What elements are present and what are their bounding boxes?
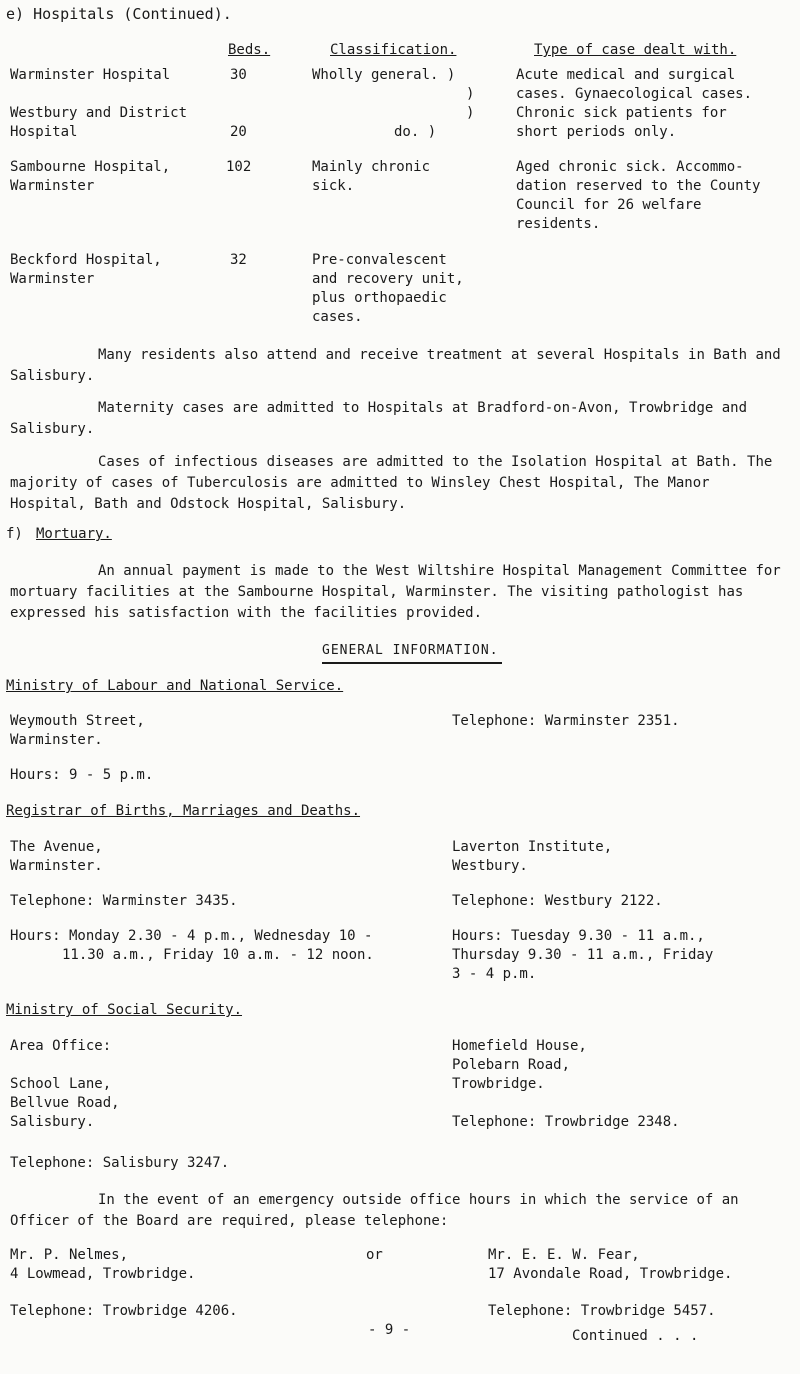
case-type-line: Acute medical and surgical xyxy=(516,67,736,83)
case-type-line: cases. Gynaecological cases. xyxy=(516,86,753,102)
section-f-label: f) xyxy=(6,526,23,542)
case-type-line: Council for 26 welfare xyxy=(516,197,702,213)
address-line: Homefield House, xyxy=(452,1038,587,1054)
address-line: Bellvue Road, xyxy=(10,1095,120,1111)
hours-line: Hours: 9 - 5 p.m. xyxy=(10,767,154,783)
telephone-line: Telephone: Westbury 2122. xyxy=(452,893,663,909)
classification-value: Wholly general. ) xyxy=(312,67,456,83)
hours-line: Hours: Monday 2.30 - 4 p.m., Wednesday 10 - xyxy=(10,928,373,944)
classification-value-cont: sick. xyxy=(312,178,355,194)
hours-line-cont: Thursday 9.30 - 11 a.m., Friday xyxy=(452,947,714,963)
beds-value: 102 xyxy=(226,159,252,175)
address-line: Westbury. xyxy=(452,858,528,874)
area-office-label: Area Office: xyxy=(10,1038,112,1054)
social-security-heading: Ministry of Social Security. xyxy=(6,1002,243,1018)
section-e-heading: e) Hospitals (Continued). xyxy=(6,5,232,23)
hours-line-cont: 11.30 a.m., Friday 10 a.m. - 12 noon. xyxy=(62,947,374,963)
paragraph-mortuary: An annual payment is made to the West Wiltshire Hospital Management Committee for mortuary facilities at the Sambourne Hospital, Warminster. The visiting pathologist has expressed his satisfaction with the facilities provided. xyxy=(10,563,781,621)
hours-line-cont: 3 - 4 p.m. xyxy=(452,966,537,982)
telephone-line: Telephone: Trowbridge 2348. xyxy=(452,1114,680,1130)
classification-column-header: Classification. xyxy=(330,42,457,58)
address-line: Laverton Institute, xyxy=(452,839,613,855)
hospital-name-cont: Warminster xyxy=(10,271,95,287)
case-type-line: short periods only. xyxy=(516,124,677,140)
address-line: Salisbury. xyxy=(10,1114,95,1130)
contact-telephone: Telephone: Trowbridge 5457. xyxy=(488,1303,716,1319)
case-type-line: Chronic sick patients for xyxy=(516,105,727,121)
page-number: - 9 - xyxy=(368,1322,411,1338)
paragraph-infectious-diseases: Cases of infectious diseases are admitted to the Isolation Hospital at Bath. The majority of cases of Tuberculosis are admitted to Winsley Chest Hospital, The Manor Hospital, Bath and Odstock Hospital, Salisbury. xyxy=(10,454,773,512)
address-line: Warminster. xyxy=(10,732,103,748)
contact-name: Mr. P. Nelmes, xyxy=(10,1247,129,1263)
classification-value-cont: and recovery unit, xyxy=(312,271,464,287)
registrar-heading: Registrar of Births, Marriages and Deaths. xyxy=(6,803,361,819)
beds-column-header: Beds. xyxy=(228,42,271,58)
classification-value-cont: plus orthopaedic xyxy=(312,290,447,306)
heading-underline xyxy=(322,662,502,664)
classification-value: Pre-convalescent xyxy=(312,252,447,268)
hospital-name: Sambourne Hospital, xyxy=(10,159,171,175)
hospital-name: Warminster Hospital xyxy=(10,67,171,83)
address-line: School Lane, xyxy=(10,1076,112,1092)
beds-value: 30 xyxy=(230,67,247,83)
address-line: Polebarn Road, xyxy=(452,1057,571,1073)
case-type-line: residents. xyxy=(516,216,601,232)
telephone-line: Telephone: Warminster 3435. xyxy=(10,893,238,909)
section-f-title: Mortuary. xyxy=(36,526,112,542)
hospital-name: Beckford Hospital, xyxy=(10,252,162,268)
case-type-line: Aged chronic sick. Accommo- xyxy=(516,159,744,175)
address-line: Warminster. xyxy=(10,858,103,874)
type-column-header: Type of case dealt with. xyxy=(534,42,737,58)
hospital-name: Westbury and District xyxy=(10,105,188,121)
beds-value: 20 xyxy=(230,124,247,140)
classification-value: Mainly chronic xyxy=(312,159,431,175)
paragraph-emergency: In the event of an emergency outside office hours in which the service of an Officer of the Board are required, please telephone: xyxy=(10,1192,739,1229)
contact-telephone: Telephone: Trowbridge 4206. xyxy=(10,1303,238,1319)
telephone-line: Telephone: Salisbury 3247. xyxy=(10,1155,230,1171)
general-information-heading: GENERAL INFORMATION. xyxy=(322,643,499,658)
contact-address: 4 Lowmead, Trowbridge. xyxy=(10,1266,196,1282)
case-type-line: dation reserved to the County xyxy=(516,178,761,194)
continued-label: Continued . . . xyxy=(572,1328,699,1344)
ministry-labour-heading: Ministry of Labour and National Service. xyxy=(6,678,344,694)
contact-address: 17 Avondale Road, Trowbridge. xyxy=(488,1266,733,1282)
classification-value-cont: cases. xyxy=(312,309,363,325)
telephone-line: Telephone: Warminster 2351. xyxy=(452,713,680,729)
paragraph-bath-salisbury: Many residents also attend and receive treatment at several Hospitals in Bath and Salisbury. xyxy=(10,347,781,384)
paragraph-maternity: Maternity cases are admitted to Hospitals at Bradford-on-Avon, Trowbridge and Salisbury. xyxy=(10,400,748,437)
contact-name: Mr. E. E. W. Fear, xyxy=(488,1247,640,1263)
beds-value: 32 xyxy=(230,252,247,268)
hospital-name-cont: Warminster xyxy=(10,178,95,194)
or-word: or xyxy=(366,1247,383,1263)
brace-mark: ) xyxy=(466,86,475,102)
address-line: Trowbridge. xyxy=(452,1076,545,1092)
brace-mark: ) xyxy=(466,105,475,121)
address-line: The Avenue, xyxy=(10,839,103,855)
hospital-name-cont: Hospital xyxy=(10,124,78,140)
hours-line: Hours: Tuesday 9.30 - 11 a.m., xyxy=(452,928,705,944)
classification-value: do. ) xyxy=(394,124,437,140)
address-line: Weymouth Street, xyxy=(10,713,145,729)
